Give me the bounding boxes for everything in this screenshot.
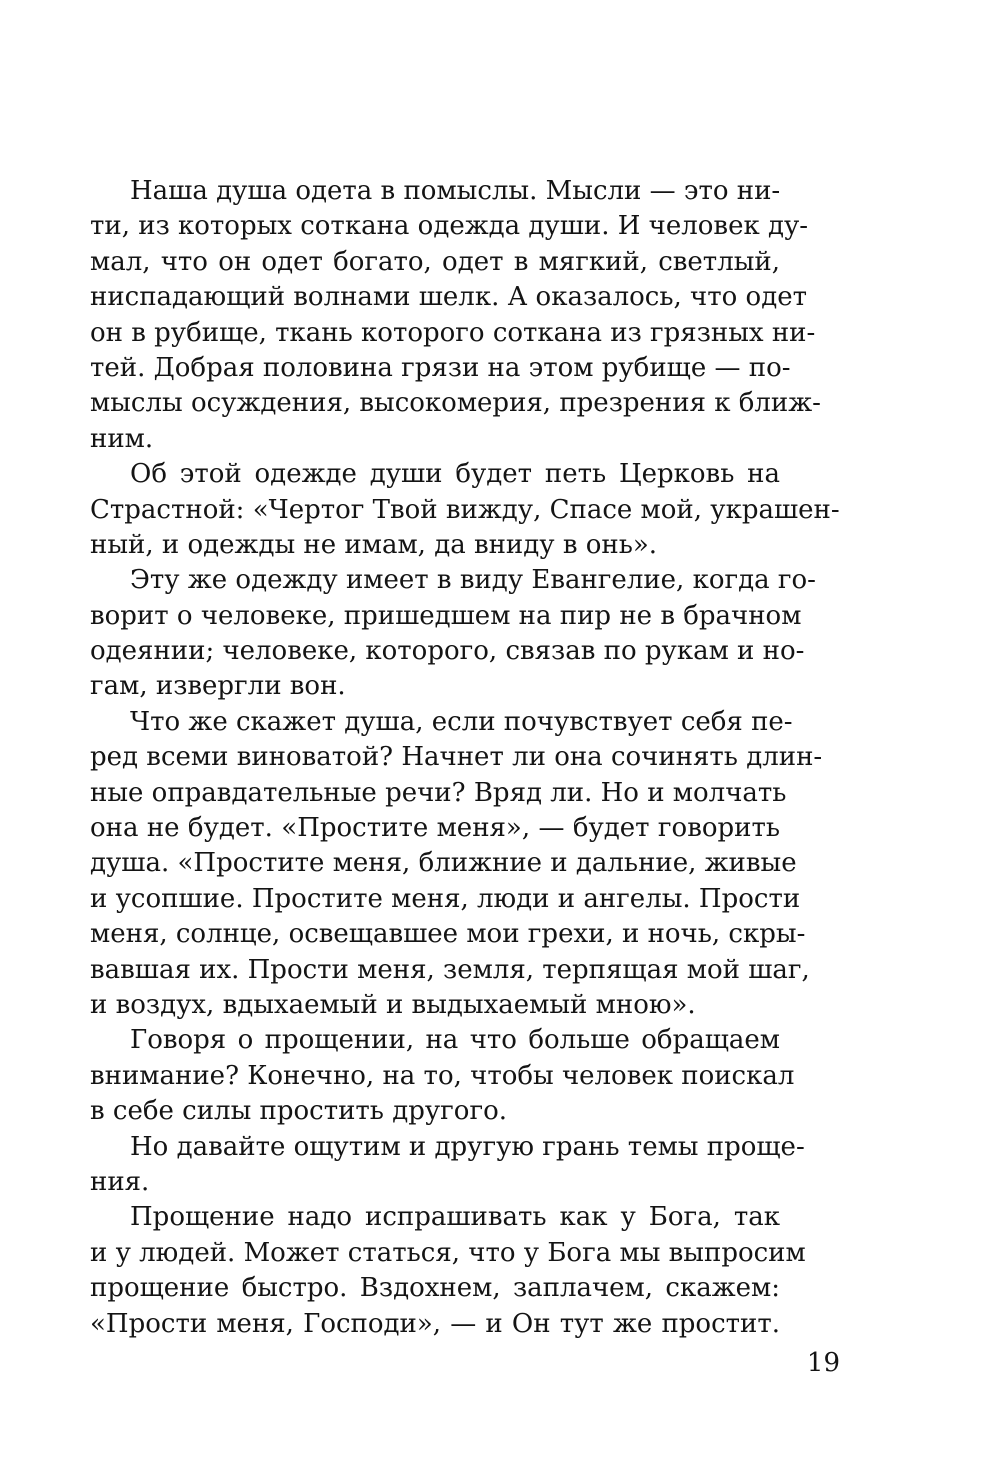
text-line: тей. Добрая половина грязи на этом рубище — по- [90,352,791,383]
text-line: мыслы осуждения, высокомерия, презрения к ближ- [90,388,821,419]
page-number: 19 [806,1348,840,1378]
text-line: вавшая их. Прости меня, земля, терпящая мой шаг, [90,954,810,985]
text-line: ниспадающий волнами шелк. А оказалось, что одет [90,282,807,313]
text-line: Говоря о прощении, на что больше обращаем [130,1025,780,1056]
text-line: внимание? Конечно, на то, чтобы человек поискал [90,1060,795,1091]
text-line: Прощение надо испрашивать как у Бога, так [130,1202,780,1233]
text-line: Эту же одежду имеет в виду Евангелие, когда го- [130,565,816,596]
text-line: гам, извергли вон. [90,671,346,702]
text-line: и усопшие. Простите меня, люди и ангелы. Прости [90,883,801,914]
body-text [90,174,840,1342]
text-line: меня, солнце, освещавшее мои грехи, и ночь, скры- [90,919,806,950]
text-line: прощение быстро. Вздохнем, заплачем, скажем: [90,1273,780,1304]
text-line: ные оправдательные речи? Вряд ли. Но и молчать [90,777,787,808]
text-line: ним. [90,423,154,454]
text-line: Но давайте ощутим и другую грань темы проще- [130,1131,805,1162]
text-line: Наша душа одета в помыслы. Мысли — это ни- [130,176,781,206]
text-line: ворит о человеке, пришедшем на пир не в брачном [90,600,802,631]
text-line: Что же скажет душа, если почувствует себя пе- [130,706,793,737]
text-line: Об этой одежде души будет петь Церковь на [130,459,780,490]
text-line: в себе силы простить другого. [90,1096,507,1127]
text-line: ти, из которых соткана одежда души. И человек ду- [90,211,809,242]
text-line: «Прости меня, Господи», — и Он тут же простит. [90,1308,780,1339]
text-line: одеянии; человеке, которого, связав по рукам и но- [90,636,805,667]
text-line: мал, что он одет богато, одет в мягкий, светлый, [90,246,780,277]
text-line: ред всеми виноватой? Начнет ли она сочинять длин- [90,742,823,773]
text-line: Страстной: «Чертог Твой вижду, Спасе мой, украшен- [90,494,840,525]
text-line: душа. «Простите меня, ближние и дальние, живые [90,848,797,879]
text-line: и у людей. Может статься, что у Бога мы выпросим [90,1237,806,1268]
text-line: ный, и одежды не имам, да вниду в онь». [90,529,658,560]
text-line: и воздух, вдыхаемый и выдыхаемый мною». [90,989,696,1020]
text-line: ния. [90,1166,150,1197]
text-line: он в рубище, ткань которого соткана из грязных ни- [90,317,816,348]
text-line: она не будет. «Простите меня», — будет говорить [90,813,780,844]
